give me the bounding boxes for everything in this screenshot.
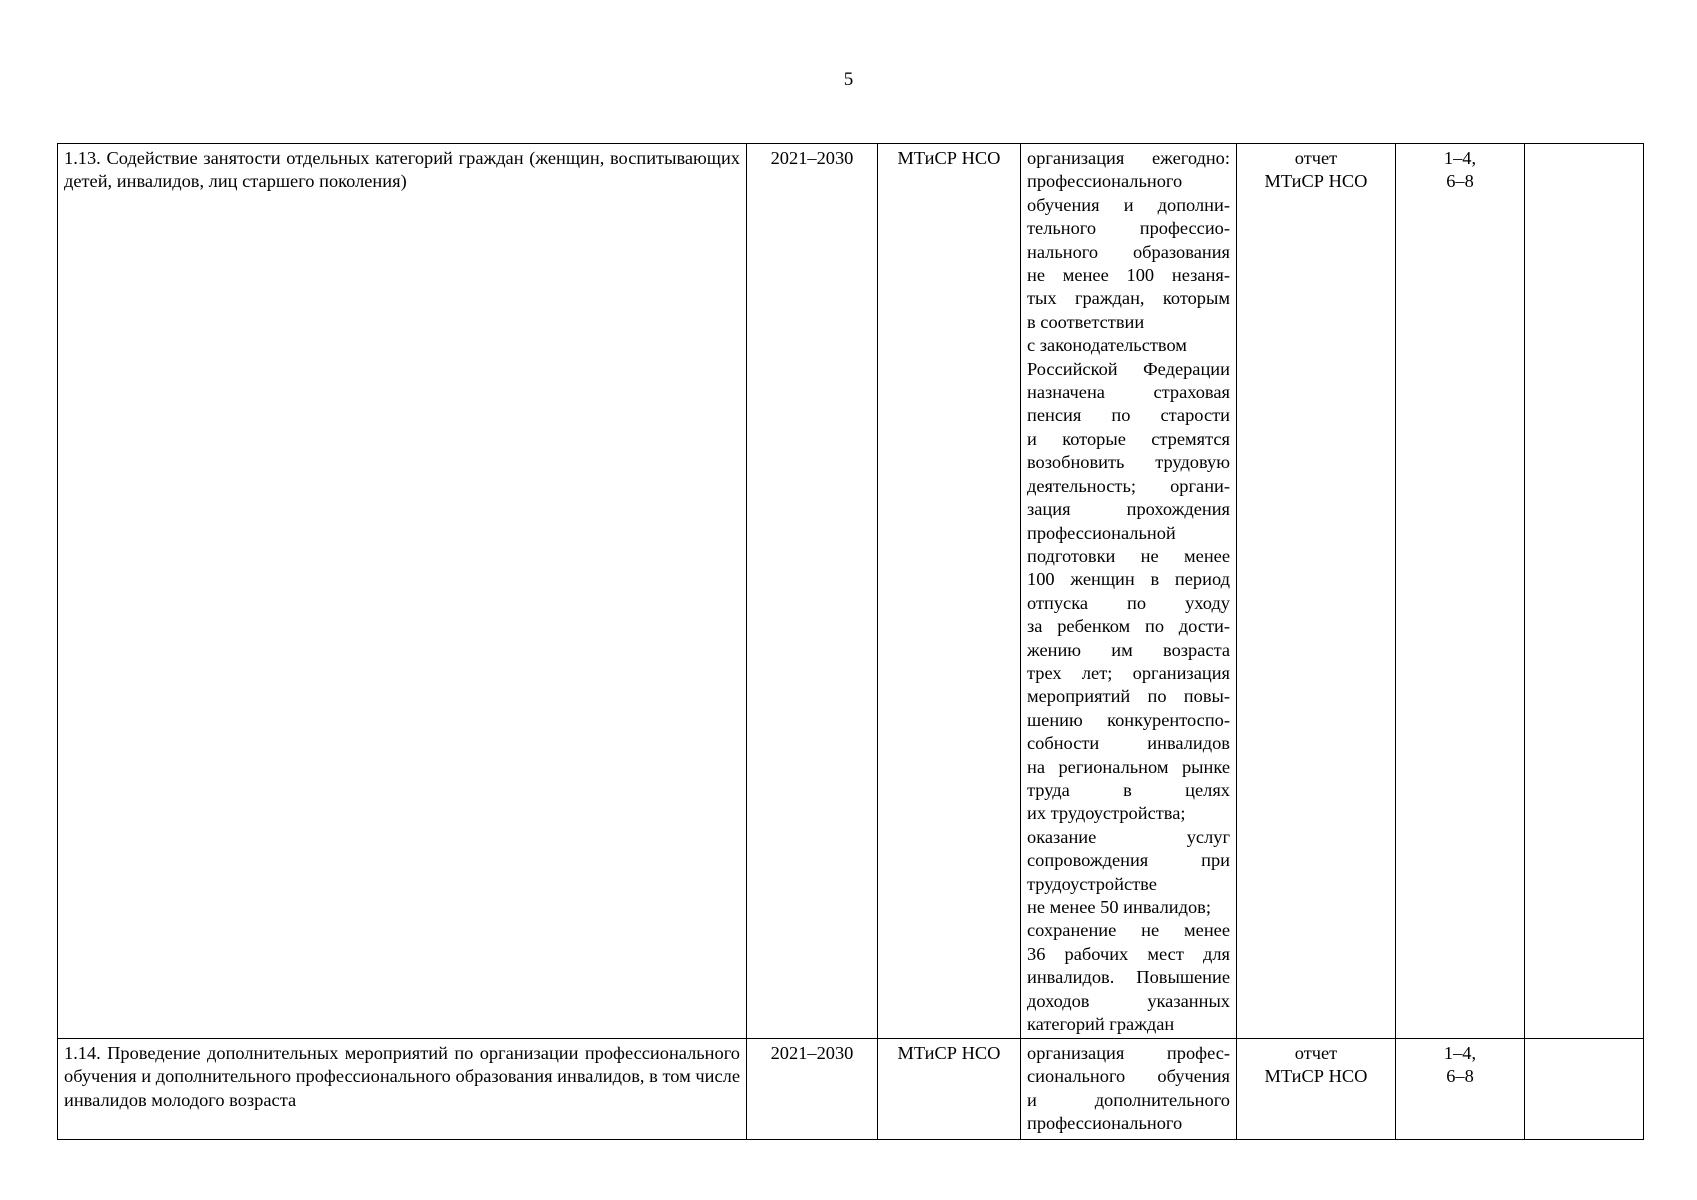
period-cell: 2021–2030 [747, 1039, 878, 1140]
result-line: сохранение не менее [1027, 920, 1230, 941]
result-line: 100 женщин в период [1027, 569, 1230, 590]
result-line: инвалидов. Повышение [1027, 967, 1230, 988]
report-executor: МТиСР НСО [1264, 1066, 1368, 1087]
result-line: зация прохождения [1027, 499, 1230, 520]
table-row [58, 144, 1644, 1039]
result-line: шению конкурентоспо- [1027, 709, 1230, 730]
result-line: возобновить трудовую [1027, 452, 1230, 473]
result-line: не менее 100 незаня- [1027, 265, 1230, 286]
report-cell [1237, 144, 1396, 1039]
page-number: 5 [843, 69, 854, 90]
indicators-line: 6–8 [1446, 171, 1474, 192]
result-line: и которые стремятся [1027, 428, 1230, 449]
measure-name-cell: 1.14. Проведение дополнительных мероприятий по организации профессионального обучения и дополнительного профессионального образования инвалидов, в том числе инвалидов молодого возраста [58, 1039, 747, 1140]
measures-table [57, 143, 1644, 1140]
result-line: не менее 50 инвалидов; [1027, 897, 1211, 917]
indicators-line: 1–4, [1443, 148, 1477, 168]
result-line: подготовки не менее [1027, 545, 1230, 566]
result-line: и дополнительного [1027, 1089, 1230, 1110]
result-line: организация ежегодно: [1027, 148, 1230, 168]
result-line: с законодательством [1027, 335, 1187, 356]
result-line: труда в целях [1027, 779, 1230, 800]
period-cell: 2021–2030 [747, 144, 878, 1039]
result-line: назначена страховая [1027, 382, 1230, 403]
result-line: 36 рабочих мест для [1027, 943, 1230, 964]
result-cell [1021, 1039, 1237, 1140]
result-line: на региональном рынке [1027, 756, 1230, 777]
result-line: обучения и дополни- [1027, 194, 1230, 215]
result-line: деятельность; органи- [1027, 475, 1230, 496]
result-line: категорий граждан [1027, 1014, 1175, 1035]
result-line: тельного профессио- [1027, 218, 1230, 239]
result-line: доходов указанных [1027, 990, 1230, 1011]
result-line: их трудоустройства; [1027, 803, 1186, 824]
executor-cell: МТиСР НСО [878, 144, 1021, 1039]
executor-cell: МТиСР НСО [878, 1039, 1021, 1140]
result-line: отпуска по уходу [1027, 592, 1230, 613]
result-line: нального образования [1027, 241, 1230, 262]
result-line: трех лет; организация [1027, 662, 1230, 683]
result-line: Российской Федерации [1027, 358, 1230, 379]
result-cell [1021, 144, 1237, 1039]
report-executor: МТиСР НСО [1264, 171, 1368, 192]
table-row [58, 1039, 1644, 1140]
result-line: пенсия по старости [1027, 405, 1230, 426]
result-line: тых граждан, которым [1027, 288, 1230, 309]
result-line: жению им возраста [1027, 639, 1230, 660]
result-line: профессиональной [1027, 522, 1176, 543]
report-type: отчет [1294, 148, 1338, 168]
note-cell [1525, 144, 1644, 1039]
report-cell [1237, 1039, 1396, 1140]
result-line: профессионального [1027, 1113, 1183, 1134]
note-cell [1525, 1039, 1644, 1140]
result-line: трудоустройстве [1027, 873, 1157, 894]
result-line: оказание услуг [1027, 826, 1230, 847]
result-line: мероприятий по повы- [1027, 686, 1230, 707]
indicators-line: 6–8 [1446, 1066, 1474, 1087]
result-line: профессионального [1027, 171, 1183, 192]
result-line: сионального обучения [1027, 1066, 1230, 1087]
measure-name-cell: 1.13. Содействие занятости отдельных категорий граждан (женщин, воспитывающих детей, инвалидов, лиц старшего поколения) [58, 144, 747, 1039]
result-line: сопровождения при [1027, 850, 1230, 871]
report-type: отчет [1294, 1043, 1338, 1063]
result-line: в соответствии [1027, 311, 1145, 332]
result-line: за ребенком по дости- [1027, 616, 1230, 637]
indicators-cell [1396, 144, 1525, 1039]
indicators-cell [1396, 1039, 1525, 1140]
indicators-line: 1–4, [1443, 1043, 1477, 1063]
result-line: организация профес- [1027, 1043, 1230, 1063]
result-line: собности инвалидов [1027, 733, 1230, 754]
